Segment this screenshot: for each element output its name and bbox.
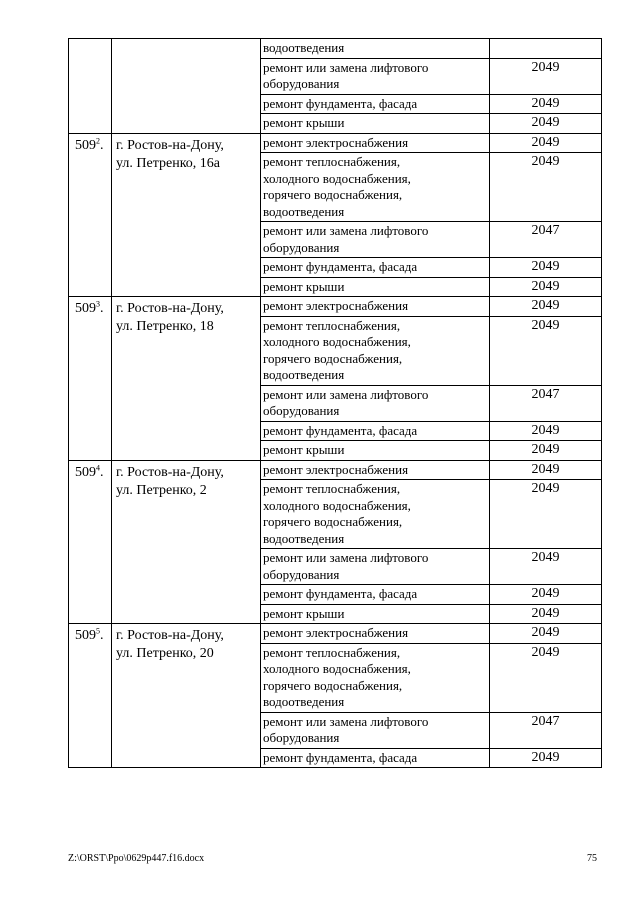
item-number-base: 509 xyxy=(75,137,96,153)
work-type-cell xyxy=(261,277,490,297)
item-number-superscript: 4 xyxy=(96,462,100,472)
work-type-cell xyxy=(261,712,490,748)
item-number-superscript: 2 xyxy=(96,135,100,145)
document-table-container xyxy=(68,38,597,768)
work-type-cell xyxy=(261,258,490,278)
address-cell xyxy=(112,133,261,297)
year-cell xyxy=(490,460,602,480)
address-text: г. Ростов-на-Дону, ул. Петренко, 18 xyxy=(116,301,224,334)
footer-page-number: 75 xyxy=(587,853,597,864)
number-cell xyxy=(69,39,112,134)
year-text: 2049 xyxy=(531,586,560,601)
year-cell xyxy=(490,316,602,385)
work-type-cell xyxy=(261,153,490,222)
year-cell xyxy=(490,480,602,549)
year-text: 2049 xyxy=(531,154,560,169)
year-text: 2049 xyxy=(531,644,560,660)
year-text: 2049 xyxy=(531,59,560,75)
number-cell xyxy=(69,133,112,297)
year-text xyxy=(490,39,601,41)
address-cell xyxy=(112,460,261,624)
work-type-text: ремонт электроснабжения xyxy=(263,461,409,477)
work-type-cell xyxy=(261,58,490,94)
work-type-text: ремонт теплоснабжения, холодного водоснабжения, горячего водоснабжения, водоотведения xyxy=(263,644,411,709)
capital-repair-table xyxy=(68,38,602,768)
work-type-text: ремонт электроснабжения xyxy=(263,625,409,640)
year-cell xyxy=(490,385,602,421)
year-text: 2049 xyxy=(531,749,560,765)
year-text: 2049 xyxy=(531,95,560,111)
year-text: 2049 xyxy=(531,442,560,457)
work-type-cell xyxy=(261,39,490,59)
year-text: 2049 xyxy=(531,278,560,294)
year-cell xyxy=(490,94,602,114)
year-text: 2049 xyxy=(531,134,560,150)
item-number xyxy=(69,297,111,318)
work-type-cell xyxy=(261,748,490,768)
item-number-base: 509 xyxy=(75,464,96,480)
work-type-cell xyxy=(261,585,490,605)
year-cell xyxy=(490,39,602,59)
item-number xyxy=(69,461,111,482)
item-number-suffix: . xyxy=(100,464,104,480)
work-type-text: водоотведения xyxy=(263,40,345,55)
work-type-text: ремонт фундамента, фасада xyxy=(263,95,418,111)
year-cell xyxy=(490,549,602,585)
item-number-suffix: . xyxy=(100,628,104,643)
year-cell xyxy=(490,624,602,644)
year-cell xyxy=(490,114,602,134)
year-cell xyxy=(490,441,602,461)
year-cell xyxy=(490,712,602,748)
table-row xyxy=(69,133,602,153)
address-cell xyxy=(112,39,261,134)
work-type-cell xyxy=(261,549,490,585)
work-type-text: ремонт электроснабжения xyxy=(263,298,409,313)
work-type-text: ремонт теплоснабжения, холодного водоснабжения, горячего водоснабжения, водоотведения xyxy=(263,154,411,219)
year-text: 2047 xyxy=(531,713,560,729)
work-type-cell xyxy=(261,480,490,549)
footer-file-path: Z:\ORST\Ppo\0629p447.f16.docx xyxy=(68,853,205,864)
year-cell xyxy=(490,222,602,258)
year-cell xyxy=(490,585,602,605)
work-type-cell xyxy=(261,460,490,480)
address-cell xyxy=(112,624,261,768)
year-cell xyxy=(490,421,602,441)
work-type-text: ремонт или замена лифтового оборудования xyxy=(263,59,429,91)
year-cell xyxy=(490,153,602,222)
number-cell xyxy=(69,297,112,461)
table-row xyxy=(69,297,602,317)
work-type-cell xyxy=(261,297,490,317)
item-number-superscript: 5 xyxy=(96,626,100,636)
year-text: 2049 xyxy=(531,461,560,477)
work-type-cell xyxy=(261,421,490,441)
work-type-text: ремонт фундамента, фасада xyxy=(263,749,418,765)
work-type-cell xyxy=(261,114,490,134)
table-body xyxy=(69,39,602,768)
year-text: 2049 xyxy=(531,422,560,438)
year-text: 2049 xyxy=(531,625,560,640)
table-row xyxy=(69,39,602,59)
year-text: 2047 xyxy=(531,386,560,402)
work-type-text: ремонт теплоснабжения, холодного водоснабжения, горячего водоснабжения, водоотведения xyxy=(263,481,411,546)
work-type-text: ремонт или замена лифтового оборудования xyxy=(263,223,429,255)
work-type-cell xyxy=(261,441,490,461)
work-type-text: ремонт фундамента, фасада xyxy=(263,422,418,438)
item-number-suffix: . xyxy=(100,137,104,153)
year-cell xyxy=(490,748,602,768)
year-text: 2049 xyxy=(531,481,560,496)
work-type-cell xyxy=(261,643,490,712)
address-cell xyxy=(112,297,261,461)
work-type-cell xyxy=(261,316,490,385)
year-text: 2047 xyxy=(531,223,560,238)
year-cell xyxy=(490,133,602,153)
address-text: г. Ростов-на-Дону, ул. Петренко, 20 xyxy=(116,628,224,661)
year-text: 2049 xyxy=(531,605,560,621)
work-type-text: ремонт фундамента, фасада xyxy=(263,586,418,601)
work-type-text: ремонт или замена лифтового оборудования xyxy=(263,713,429,745)
work-type-text: ремонт фундамента, фасада xyxy=(263,259,418,274)
year-cell xyxy=(490,58,602,94)
year-text: 2049 xyxy=(531,298,560,313)
year-cell xyxy=(490,258,602,278)
table-row xyxy=(69,460,602,480)
item-number-base: 509 xyxy=(75,628,96,643)
work-type-text: ремонт крыши xyxy=(263,115,345,130)
work-type-text: ремонт крыши xyxy=(263,278,345,294)
item-number-base: 509 xyxy=(75,301,96,316)
item-number-suffix: . xyxy=(100,301,104,316)
year-cell xyxy=(490,277,602,297)
work-type-cell xyxy=(261,624,490,644)
year-cell xyxy=(490,604,602,624)
year-cell xyxy=(490,643,602,712)
year-text: 2049 xyxy=(531,550,560,565)
work-type-cell xyxy=(261,94,490,114)
work-type-text: ремонт крыши xyxy=(263,442,345,457)
item-number-superscript: 3 xyxy=(96,299,100,309)
work-type-text: ремонт электроснабжения xyxy=(263,134,409,150)
year-text: 2049 xyxy=(531,115,560,130)
work-type-cell xyxy=(261,604,490,624)
table-row xyxy=(69,624,602,644)
year-cell xyxy=(490,297,602,317)
work-type-text: ремонт теплоснабжения, холодного водоснабжения, горячего водоснабжения, водоотведения xyxy=(263,317,411,382)
year-text: 2049 xyxy=(531,317,560,333)
item-number xyxy=(69,134,111,155)
number-cell xyxy=(69,624,112,768)
number-cell xyxy=(69,460,112,624)
work-type-text: ремонт крыши xyxy=(263,605,345,621)
work-type-cell xyxy=(261,222,490,258)
work-type-text: ремонт или замена лифтового оборудования xyxy=(263,386,429,418)
work-type-cell xyxy=(261,385,490,421)
address-text: г. Ростов-на-Дону, ул. Петренко, 2 xyxy=(116,464,224,498)
work-type-text: ремонт или замена лифтового оборудования xyxy=(263,550,429,582)
work-type-cell xyxy=(261,133,490,153)
item-number xyxy=(69,624,111,645)
year-text: 2049 xyxy=(531,259,560,274)
address-text: г. Ростов-на-Дону, ул. Петренко, 16а xyxy=(116,137,224,171)
